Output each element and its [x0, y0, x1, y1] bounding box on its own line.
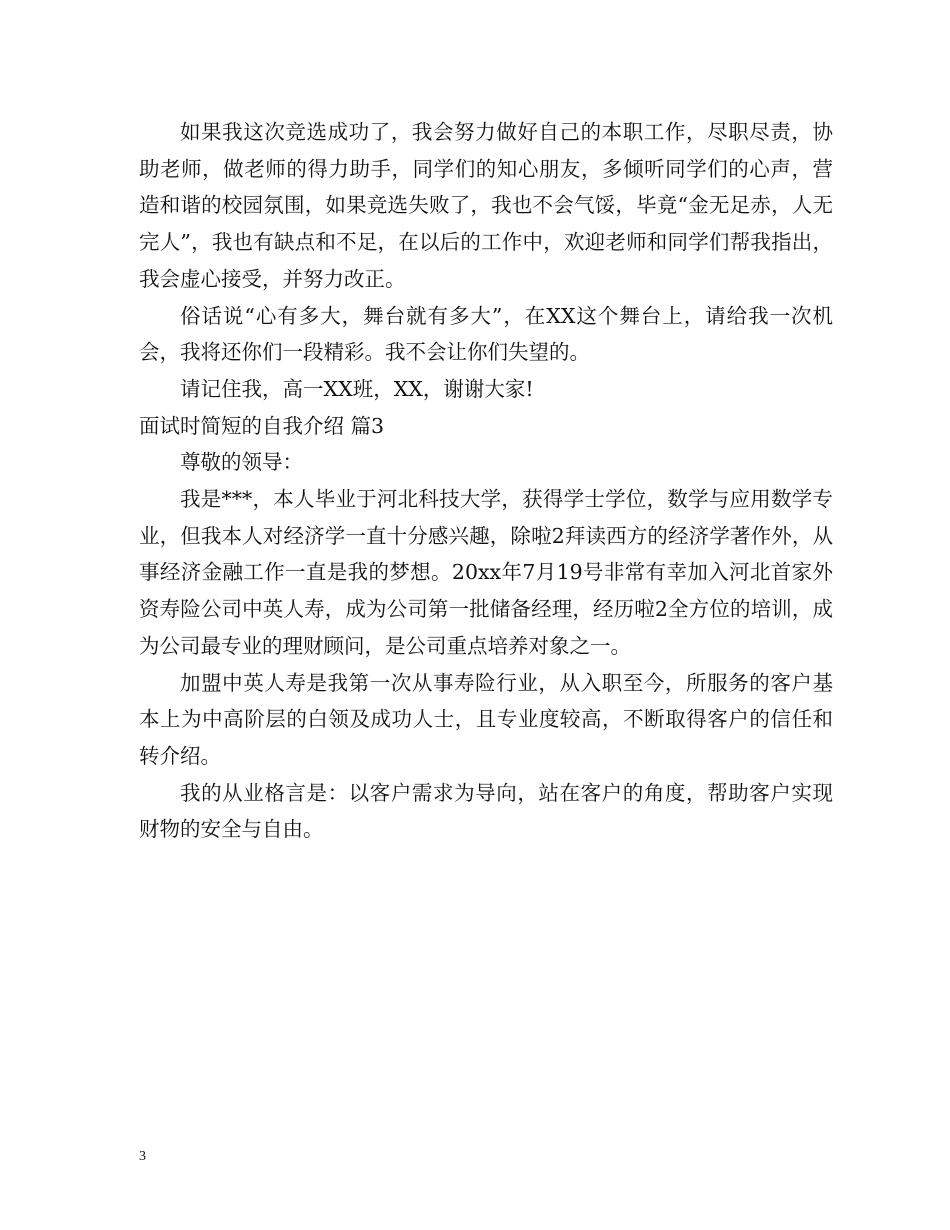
- paragraph-closing-thanks: 请记住我，高一XX班，XX，谢谢大家!: [180, 376, 534, 401]
- paragraph-career: 加盟中英人寿是我第一次从事寿险行业，从入职至今，所服务的客户基本上为中高阶层的白领及成功人士，且专业度较高，不断取得客户的信任和转介绍。: [139, 670, 833, 768]
- section-heading: 面试时简短的自我介绍 篇3: [139, 413, 385, 438]
- page-number: 3: [139, 1149, 146, 1164]
- document-body: [139, 114, 833, 848]
- paragraph-background: 我是***，本人毕业于河北科技大学，获得学士学位，数学与应用数学专业，但我本人对经济学一直十分感兴趣，除啦2拜读西方的经济学著作外，从事经济金融工作一直是我的梦想。20xx年7月19号非常有幸加入河北首家外资寿险公司中英人寿，成为公司第一批储备经理，经历啦2全方位的培训，成为公司最专业的理财顾问，是公司重点培养对象之一。: [139, 487, 833, 658]
- paragraph-campaign-commitment: 如果我这次竞选成功了，我会努力做好自己的本职工作，尽职尽责，协助老师，做老师的得力助手，同学们的知心朋友，多倾听同学们的心声，营造和谐的校园氛围，如果竞选失败了，我也不会气馁，毕竟“金无足赤，人无完人”，我也有缺点和不足，在以后的工作中，欢迎老师和同学们帮我指出，我会虚心接受，并努力改正。: [139, 120, 833, 291]
- paragraph-salutation: 尊敬的领导：: [180, 450, 303, 475]
- paragraph-motto: 我的从业格言是：以客户需求为导向，站在客户的角度，帮助客户实现财物的安全与自由。: [139, 780, 833, 842]
- paragraph-stage-request: 俗话说“心有多大，舞台就有多大”，在XX这个舞台上，请给我一次机会，我将还你们一段精彩。我不会让你们失望的。: [139, 303, 833, 365]
